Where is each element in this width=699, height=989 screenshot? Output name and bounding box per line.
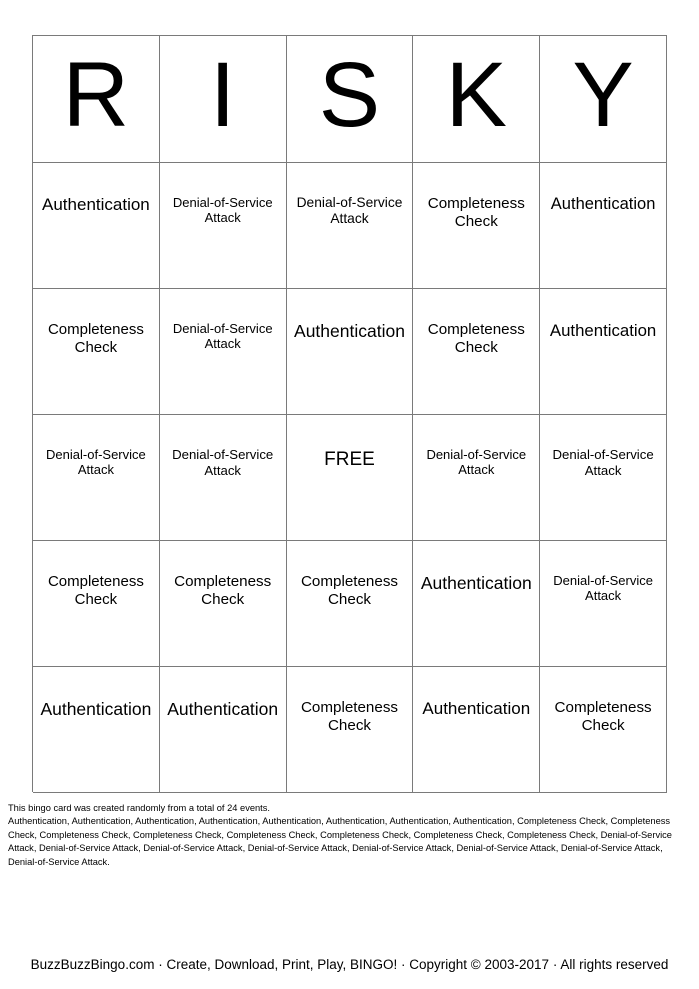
bingo-cell-label: Authentication xyxy=(42,195,150,214)
bingo-cell[interactable] xyxy=(160,415,287,541)
header-letter-k: K xyxy=(445,44,507,146)
bingo-cell-label: Denial-of-Service Attack xyxy=(552,447,654,478)
bingo-cell-label: Authentication xyxy=(40,699,152,719)
bingo-cell-label: Denial-of-Service Attack xyxy=(172,321,273,352)
bingo-cell[interactable] xyxy=(287,667,414,793)
bingo-cell[interactable] xyxy=(540,163,667,289)
bingo-cell-label: Completeness Check xyxy=(427,195,525,230)
header-letter-s: S xyxy=(318,44,381,146)
bingo-cell-label: Denial-of-Service Attack xyxy=(172,195,273,226)
bingo-cell-label: Denial-of-Service Attack xyxy=(46,447,146,478)
bingo-cell[interactable] xyxy=(33,667,160,793)
bingo-cell-label: Denial-of-Service Attack xyxy=(426,447,527,478)
bingo-cell[interactable] xyxy=(287,163,414,289)
bingo-cell[interactable] xyxy=(540,667,667,793)
bingo-cell-label: Authentication xyxy=(549,321,657,340)
bingo-cell[interactable] xyxy=(540,541,667,667)
header-cell-5 xyxy=(540,36,667,163)
bingo-cell-label: Completeness Check xyxy=(300,699,399,734)
bingo-cell[interactable] xyxy=(287,541,414,667)
bingo-cell-label: Completeness Check xyxy=(300,573,399,608)
bingo-cell[interactable] xyxy=(160,289,287,415)
bingo-cell[interactable] xyxy=(413,289,540,415)
randomization-note xyxy=(8,802,684,869)
header-letter-y: Y xyxy=(572,44,634,146)
bingo-cell[interactable] xyxy=(160,541,287,667)
bingo-cell-label: Completeness Check xyxy=(554,699,652,734)
bingo-cell[interactable] xyxy=(160,667,287,793)
bingo-cell-label: FREE xyxy=(324,449,375,470)
site-copyright: BuzzBuzzBingo.com · Create, Download, Print, Play, BINGO! · Copyright © 2003-2017 · All rights reserved xyxy=(30,957,669,972)
bingo-cell[interactable] xyxy=(413,667,540,793)
bingo-cell-label: Denial-of-Service Attack xyxy=(553,573,653,604)
bingo-cell-label: Completeness Check xyxy=(47,573,144,608)
bingo-cell-label: Authentication xyxy=(550,195,656,213)
bingo-cell-label: Completeness Check xyxy=(174,573,272,608)
bingo-grid xyxy=(32,35,667,792)
header-letter-r: R xyxy=(62,44,130,146)
bingo-cell-label: Denial-of-Service Attack xyxy=(296,195,403,227)
bingo-cell[interactable] xyxy=(33,541,160,667)
header-cell-3 xyxy=(287,36,414,163)
header-letter-i: I xyxy=(209,44,236,146)
note-summary: This bingo card was created randomly from a total of 24 events. xyxy=(8,803,270,813)
bingo-cell[interactable] xyxy=(540,415,667,541)
bingo-cell-label: Completeness Check xyxy=(427,321,525,356)
header-cell-2 xyxy=(160,36,287,163)
bingo-cell[interactable] xyxy=(33,289,160,415)
bingo-cell-label: Authentication xyxy=(420,573,532,593)
bingo-cell[interactable] xyxy=(33,415,160,541)
bingo-cell-label: Authentication xyxy=(422,699,531,718)
bingo-cell[interactable] xyxy=(287,289,414,415)
bingo-cell[interactable] xyxy=(540,289,667,415)
bingo-cell[interactable] xyxy=(33,163,160,289)
bingo-cell[interactable] xyxy=(160,163,287,289)
bingo-cell-free[interactable] xyxy=(287,415,414,541)
bingo-cell[interactable] xyxy=(413,415,540,541)
bingo-cell-label: Authentication xyxy=(294,321,405,341)
header-cell-4 xyxy=(413,36,540,163)
note-event-list: Authentication, Authentication, Authentication, Authentication, Authentication, Authentication, Authentication, Authentication, Completeness Check, Completeness Check, Completeness Check, Completeness Check, Completeness Check, Completeness Check, Completeness Check, Completeness Check, Denial-of-Service Attack, Denial-of-Service Attack, Denial-of-Service Attack, Denial-of-Service Attack, Denial-of-Service Attack, Denial-of-Service Attack, Denial-of-Service Attack, Denial-of-Service Attack. xyxy=(8,816,672,867)
bingo-cell-label: Completeness Check xyxy=(47,321,144,356)
bingo-cell-label: Denial-of-Service Attack xyxy=(172,447,274,478)
bingo-cell[interactable] xyxy=(413,541,540,667)
header-cell-1 xyxy=(33,36,160,163)
bingo-cell-label: Authentication xyxy=(167,699,279,719)
bingo-cell[interactable] xyxy=(413,163,540,289)
